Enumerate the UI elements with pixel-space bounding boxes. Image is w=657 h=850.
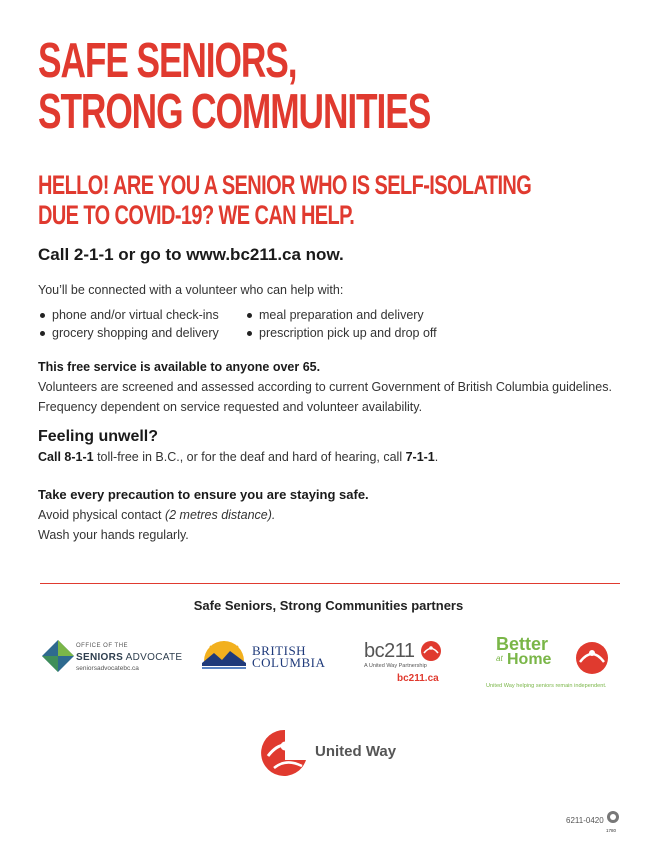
service-item: phone and/or virtual check-ins [38, 306, 219, 324]
precaution-distance: (2 metres distance). [164, 508, 276, 522]
services-list-left [38, 306, 219, 342]
seniors-advocate-url: seniorsadvocatebc.ca [76, 665, 139, 672]
subtitle [38, 170, 531, 230]
page-title [38, 36, 430, 138]
unwell-text: toll-free in B.C., or for the deaf and hard of hearing, call [93, 450, 406, 464]
eligibility-section [38, 357, 612, 417]
precaution-section [38, 485, 369, 545]
seniors-advocate-logo [40, 638, 183, 678]
better-at-home-tagline: United Way helping seniors remain independent. [486, 683, 607, 689]
services-list-right [245, 306, 437, 342]
united-way-text: United Way [315, 743, 397, 760]
call-811: Call 8-1-1 [38, 450, 94, 464]
united-way-small-icon [420, 640, 442, 662]
seniors-advocate-icon [42, 640, 74, 672]
united-way-logo [260, 728, 410, 776]
bc-wordmark: BRITISH COLUMBIA [252, 643, 326, 670]
title-line-2: STRONG COMMUNITIES [38, 85, 431, 139]
bc211-name: bc211 [364, 640, 415, 662]
bc-sun-mountain-icon [200, 641, 248, 673]
better-at-home-logo [486, 634, 621, 694]
seniors-advocate-name: SENIORS ADVOCATE [76, 652, 183, 663]
precaution-line-2: Wash your hands regularly. [38, 528, 189, 542]
bc211-tag: A United Way Partnership [364, 663, 427, 669]
section-divider [40, 583, 620, 584]
partners-title: Safe Seniors, Strong Communities partners [193, 598, 464, 613]
title-line-1: SAFE SENIORS, [38, 34, 297, 88]
better-text: Better [496, 634, 549, 654]
unwell-heading: Feeling unwell? [38, 428, 159, 445]
seniors-advocate-top: OFFICE OF THE [76, 643, 129, 649]
call-to-action: Call 2-1-1 or go to www.bc211.ca now. [38, 245, 344, 264]
subtitle-line-1: HELLO! ARE YOU A SENIOR WHO IS SELF-ISOLATING [38, 170, 532, 200]
service-item: meal preparation and delivery [245, 306, 437, 324]
precaution-line-1: Avoid physical contact [38, 508, 165, 522]
call-711: 7-1-1 [405, 450, 435, 464]
union-number: 1780 [606, 828, 617, 833]
union-label [606, 810, 622, 832]
union-bug-icon [606, 810, 620, 824]
unwell-section: Feeling unwell? Call 8-1-1 toll-free in B.C., or for the deaf and hard of hearing, call 7-1-1. [38, 428, 439, 464]
footer-code: 6211-0420 [566, 816, 604, 825]
bc211-url: bc211.ca [397, 673, 439, 684]
eligibility-line-1: Volunteers are screened and assessed according to current Government of British Columbia guidelines. [38, 380, 612, 394]
service-item: prescription pick up and drop off [245, 324, 437, 342]
united-way-hand-icon [260, 728, 310, 776]
service-item: grocery shopping and delivery [38, 324, 219, 342]
bc211-logo [364, 640, 449, 688]
subtitle-line-2: DUE TO COVID-19? WE CAN HELP. [38, 200, 355, 230]
british-columbia-logo [200, 638, 325, 678]
eligibility-line-2: Frequency dependent on service requested and volunteer availability. [38, 400, 423, 414]
eligibility-heading: This free service is available to anyone over 65. [38, 360, 321, 374]
at-text: at [496, 654, 503, 663]
united-way-icon [574, 640, 610, 676]
precaution-heading: Take every precaution to ensure you are staying safe. [38, 487, 369, 502]
intro-text: You’ll be connected with a volunteer who can help with: [38, 283, 344, 297]
home-text: Home [507, 651, 552, 668]
